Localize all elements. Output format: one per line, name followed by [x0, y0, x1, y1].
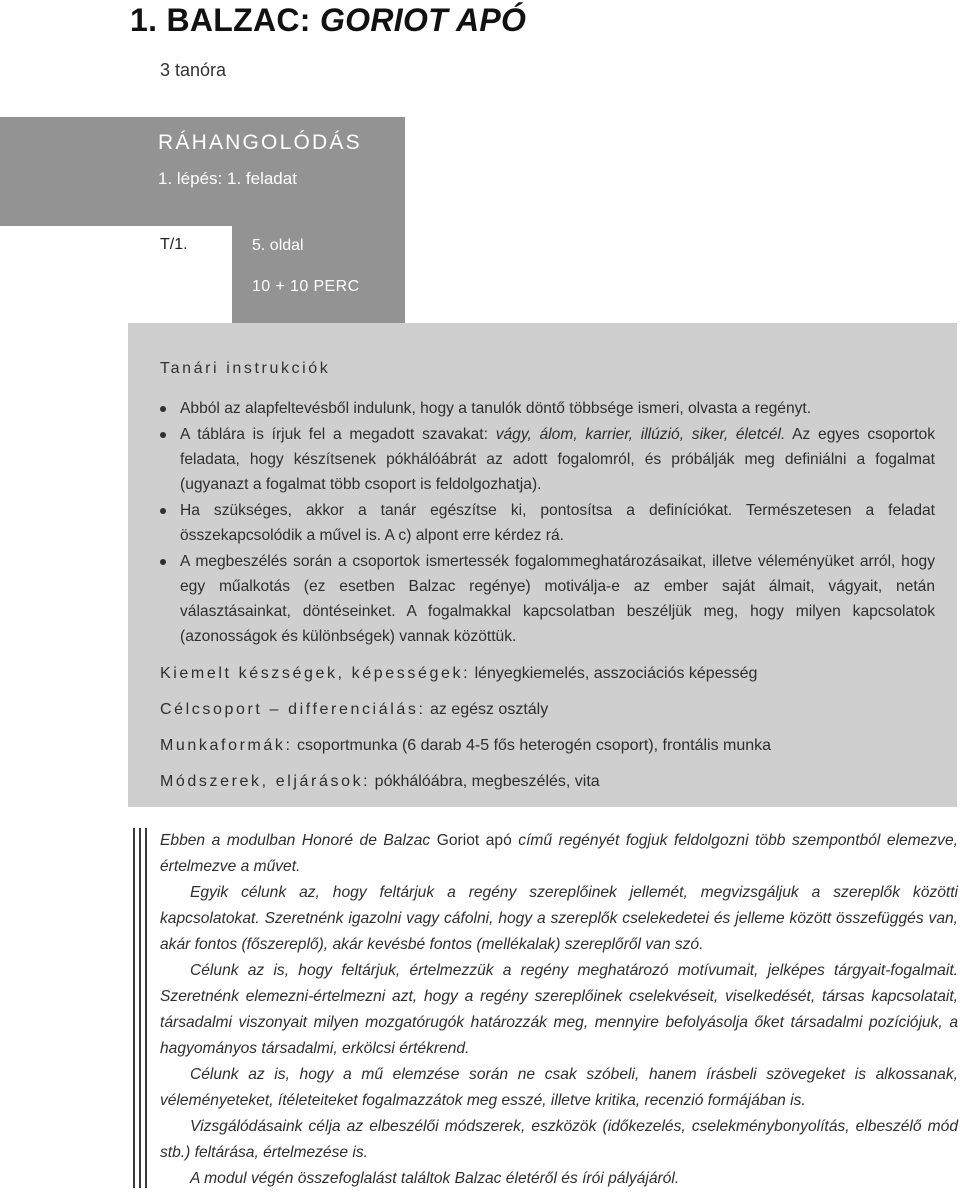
intro-work-title: Goriot apó — [436, 832, 512, 849]
intro-paragraph: Célunk az is, hogy a mű elemzése során ne csak szóbeli, hanem írásbeli szövegeket is alkossanak, véleményeteket, ítéleteiteket fogalmazzátok meg esszé, illetve kritika, recenzió formájában is. — [160, 1066, 958, 1109]
task-code: T/1. — [160, 236, 188, 253]
margin-bars-decoration — [133, 828, 147, 1188]
title-work: GORIOT APÓ — [319, 2, 527, 38]
page-reference: 5. oldal — [252, 237, 304, 254]
bullet-icon — [160, 406, 166, 412]
page-time-box — [232, 226, 405, 323]
duration-label: 3 tanóra — [160, 60, 227, 80]
work-forms-label: Munkaformák: — [160, 737, 293, 754]
section-header-box — [0, 117, 405, 226]
intro-paragraph: A modul végén összefoglalást találtok Balzac életéről és írói pályájáról. — [190, 1170, 680, 1187]
margin-bar — [145, 828, 147, 1188]
margin-bar — [139, 828, 141, 1188]
instruction-text: Ha szükséges, akkor a tanár egészítse ki, pontosítsa a definíciókat. Természetesen a feladat összekapcsolódik a művel is. A c) alpont erre kérdez rá. — [180, 502, 935, 544]
instruction-text: Abból az alapfeltevésből indulunk, hogy a tanulók döntő többsége ismeri, olvasta a regényt. — [180, 400, 812, 417]
target-group-row — [160, 701, 548, 719]
work-forms-row — [160, 737, 771, 755]
section-heading: RÁHANGOLÓDÁS — [158, 131, 362, 154]
target-group-label: Célcsoport – differenciálás: — [160, 701, 426, 718]
instruction-item — [160, 498, 935, 548]
instruction-text: Az egyes csoportok feladata, hogy készítsenek pókhálóábrát az adott fogalomról, és próbálják meg definiálni a fogalmat (ugyanazt a fogalmat több csoport is feldolgozhatja). — [180, 426, 935, 493]
intro-paragraph: Vizsgálódásaink célja az elbeszélői módszerek, eszközök (időkezelés, cselekménybonyolítás, elbeszélő mód stb.) feltárása, értelmezése is. — [160, 1118, 958, 1161]
page-title — [130, 2, 526, 39]
methods-value: pókhálóábra, megbeszélés, vita — [370, 773, 600, 790]
instruction-item — [160, 396, 935, 421]
instruction-text: A táblára is írjuk fel a megadott szavakat: — [180, 426, 496, 443]
instruction-item — [160, 549, 935, 649]
time-label: 10 + 10 PERC — [252, 278, 360, 295]
intro-text: Ebben a modulban Honoré de Balzac — [160, 832, 437, 849]
bullet-icon — [160, 432, 166, 438]
intro-paragraph: Célunk az is, hogy feltárjuk, értelmezzük a regény meghatározó motívumait, jelképes tárgyait-fogalmait. Szeretnénk elemezni-értelmezni azt, hogy a regény szereplőinek cselekvéseit, viselkedését, társas kapcsolatait, társadalmi viszonyait milyen mozgatórugók határozzák meg, mennyire befolyásolja őket társadalmi pozíciójuk, a hagyományos társadalmi, erkölcsi értékrend. — [160, 962, 958, 1057]
target-group-value: az egész osztály — [425, 701, 549, 718]
step-label: 1. lépés: 1. feladat — [158, 169, 297, 188]
instructions-label: Tanári instrukciók — [160, 360, 331, 377]
title-prefix: 1. BALZAC: — [130, 2, 320, 38]
intro-paragraph: Egyik célunk az, hogy feltárjuk a regény szereplőinek jellemét, megvizsgáljuk a szereplők közötti kapcsolatokat. Szeretnénk igazolni vagy cáfolni, hogy a szereplők cselekedetei és jelleme között összefüggés van, akár fontos (főszereplő), akár kevésbé fontos (mellékalak) szereplőről van szó. — [160, 884, 958, 953]
instruction-item — [160, 422, 935, 497]
methods-row — [160, 773, 600, 791]
intro-text: című regényét fogjuk feldolgozni több szempontból elemezve, értelmezve a művet. — [160, 832, 958, 875]
skills-label: Kiemelt készségek, képességek: — [160, 665, 471, 682]
bullet-icon — [160, 508, 166, 514]
skills-row — [160, 665, 757, 683]
methods-label: Módszerek, eljárások: — [160, 773, 371, 790]
instruction-keywords: vágy, álom, karrier, illúzió, siker, életcél. — [495, 426, 786, 443]
work-forms-value: csoportmunka (6 darab 4-5 fős heterogén csoport), frontális munka — [292, 737, 772, 754]
instructions-panel — [128, 323, 957, 807]
module-intro — [160, 828, 958, 1192]
instructions-list — [160, 396, 935, 650]
instruction-text: A megbeszélés során a csoportok ismertessék fogalommeghatározásaikat, illetve véleményüket arról, hogy egy műalkotás (ez esetben Balzac regénye) motiválja-e az ember saját álmait, vágyait, netán választásainkat, döntéseinket. A fogalmakkal kapcsolatban beszéljük meg, hogy milyen kapcsolatok (azonosságok és különbségek) vannak közöttük. — [180, 553, 935, 645]
margin-bar — [133, 828, 135, 1188]
intro-paragraph — [160, 828, 958, 880]
bullet-icon — [160, 559, 166, 565]
skills-value: lényegkiemelés, asszociációs képesség — [470, 665, 758, 682]
